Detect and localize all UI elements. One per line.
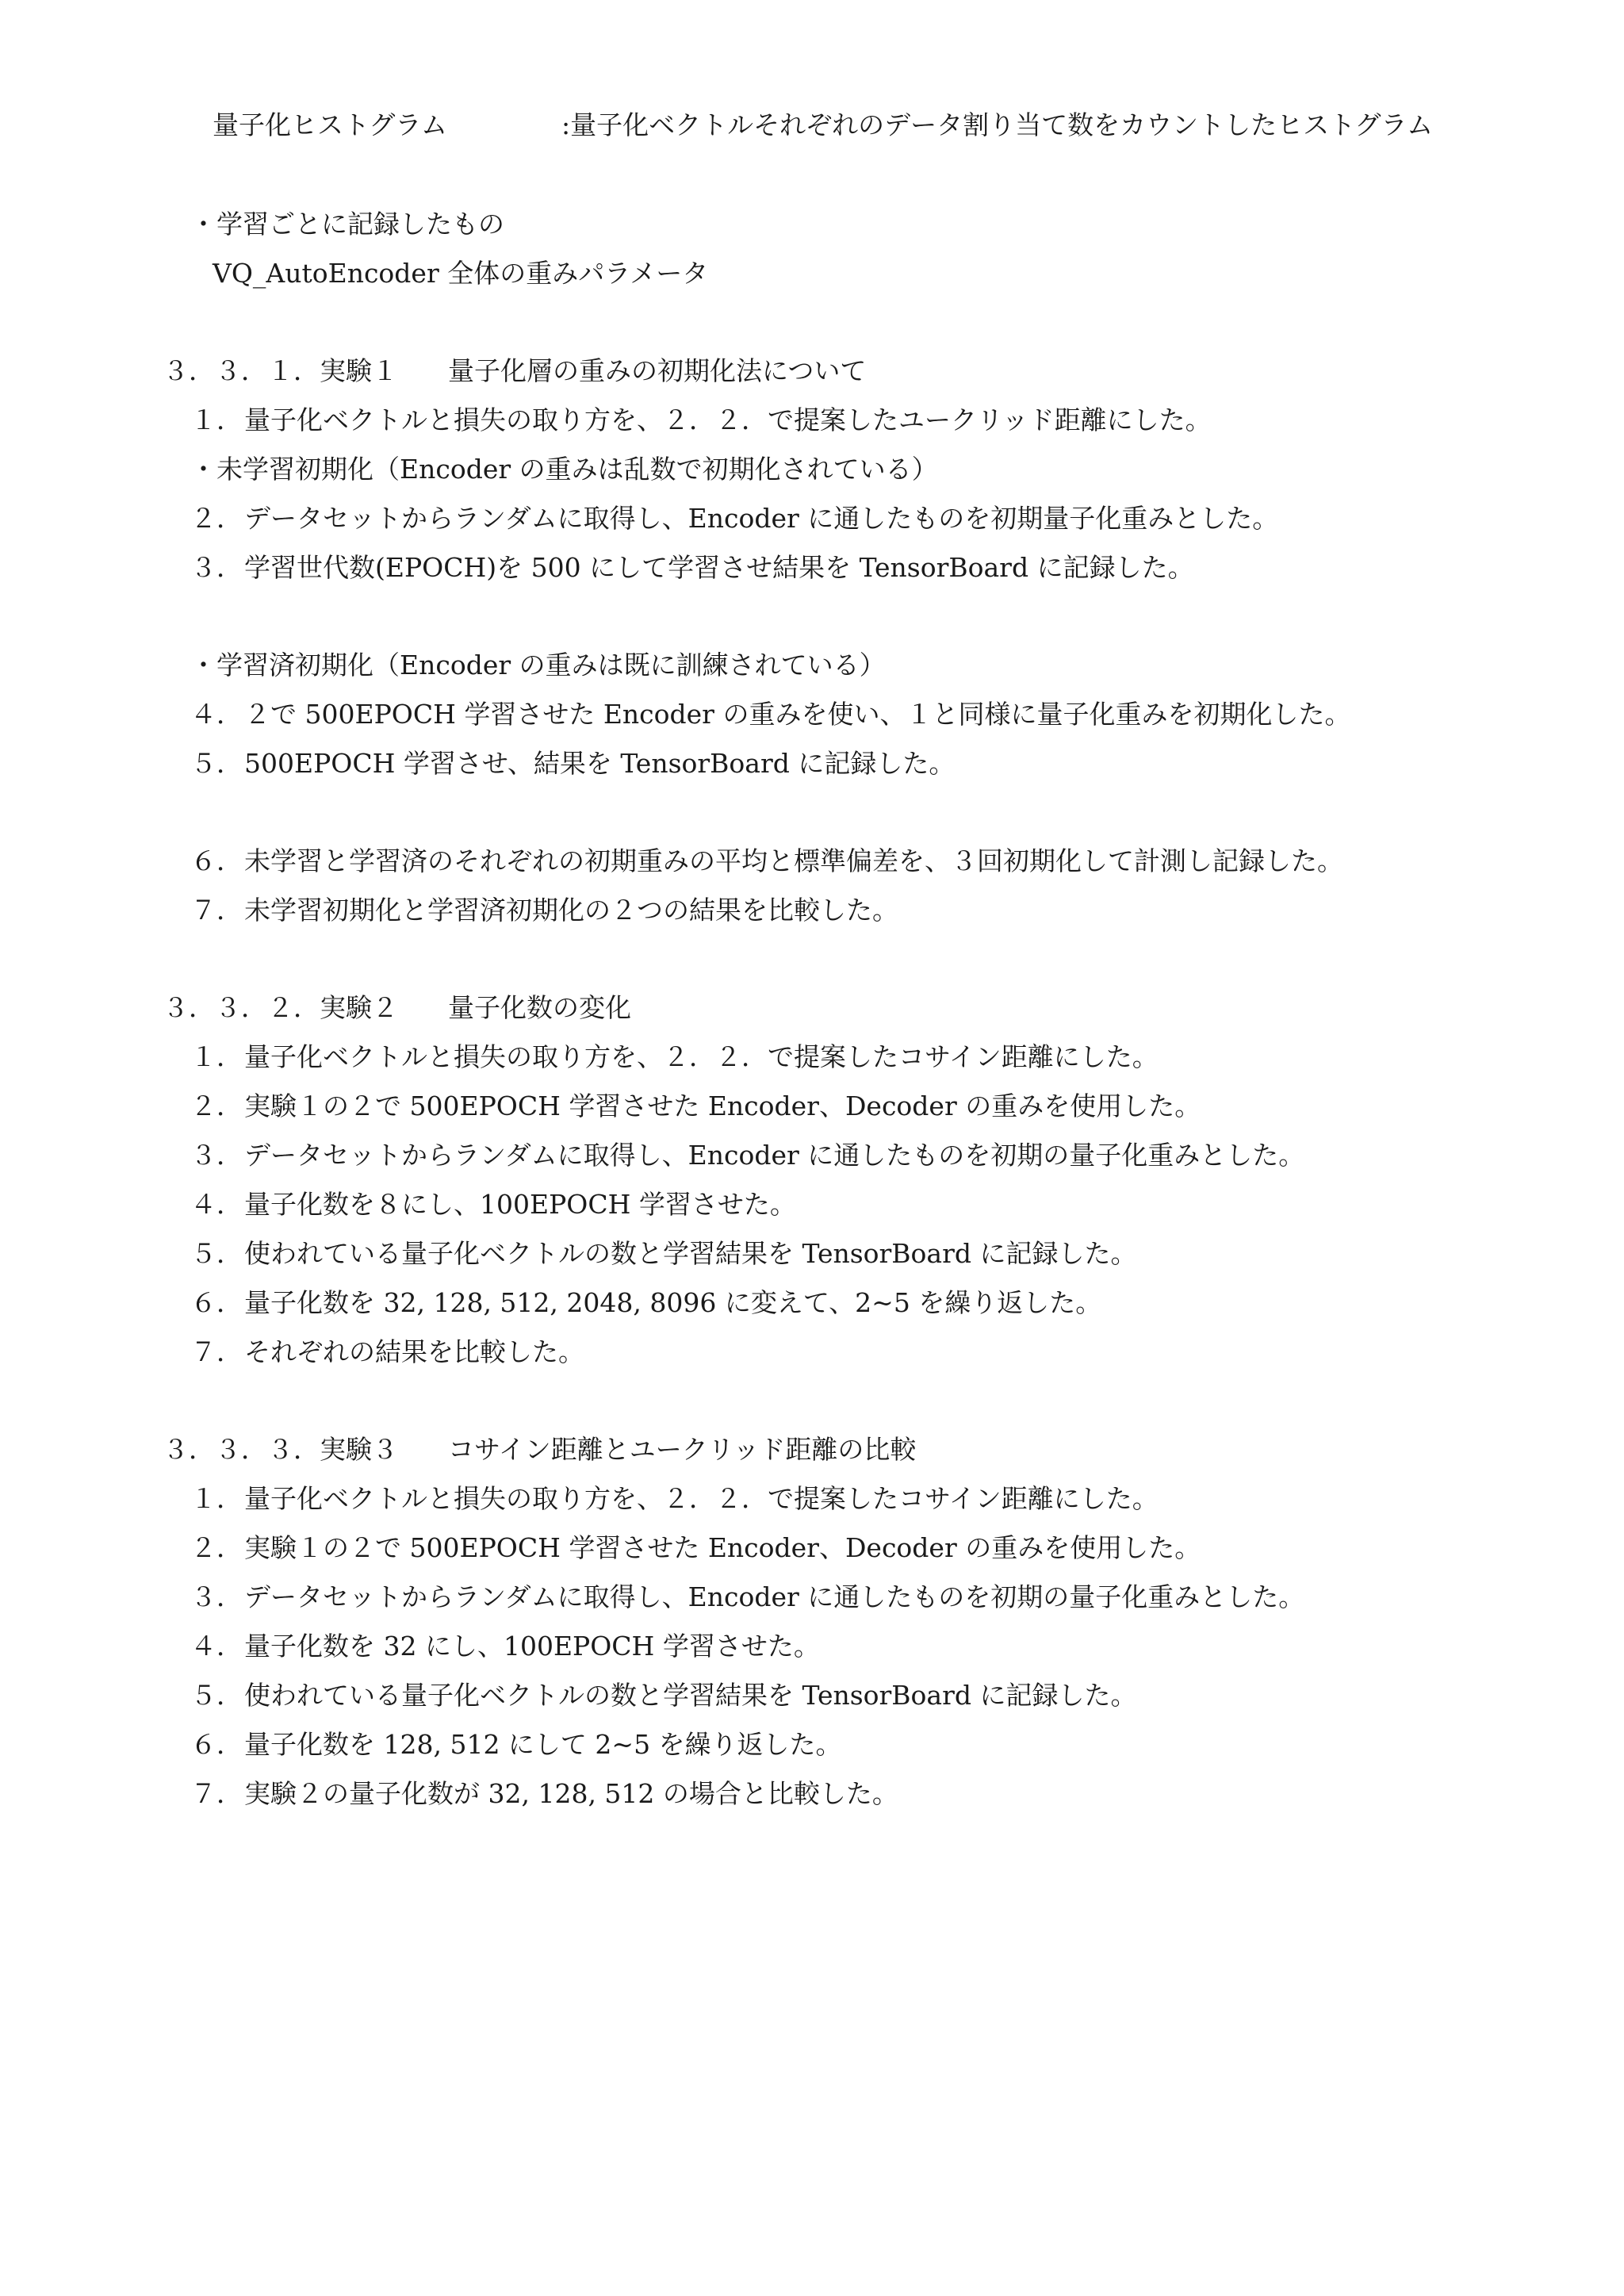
item-number: ４．: [190, 699, 243, 730]
exp3-heading-number: ３．３．３．実験３: [163, 1434, 398, 1465]
exp3-heading: [163, 1434, 916, 1466]
item-number: ７．: [190, 895, 243, 926]
exp3-item-6: [190, 1729, 842, 1761]
exp1-untrained-bullet: ・未学習初期化（Encoder の重みは乱数で初期化されている）: [190, 454, 938, 485]
exp1-heading-number: ３．３．１．実験１: [163, 355, 398, 386]
item-text: 量子化ベクトルと損失の取り方を、２．２．で提案したコサイン距離にした。: [244, 1041, 1159, 1072]
exp1-trained-bullet: ・学習済初期化（Encoder の重みは既に訓練されている）: [190, 650, 886, 680]
exp1-item-2: [190, 503, 1278, 535]
item-text: 量子化ベクトルと損失の取り方を、２．２．で提案したユークリッド距離にした。: [244, 404, 1212, 435]
exp1-heading-title: 量子化層の重みの初期化法について: [448, 355, 867, 386]
item-number: ２．: [190, 1532, 243, 1563]
exp2-item-3: [190, 1140, 1304, 1171]
item-text: 使われている量子化ベクトルの数と学習結果を TensorBoard に記録した。: [244, 1680, 1137, 1711]
item-number: ５．: [190, 1680, 243, 1711]
item-number: ４．: [190, 1189, 243, 1220]
exp2-item-6: [190, 1287, 1101, 1319]
item-text: データセットからランダムに取得し、Encoder に通したものを初期の量子化重みとした。: [244, 1581, 1305, 1612]
item-text: 使われている量子化ベクトルの数と学習結果を TensorBoard に記録した。: [244, 1238, 1137, 1269]
exp1-item-5: [190, 748, 955, 780]
item-text: 未学習と学習済のそれぞれの初期重みの平均と標準偏差を、３回初期化して計測し記録した。: [244, 845, 1343, 876]
exp2-heading: [163, 992, 631, 1024]
item-number: ５．: [190, 748, 243, 779]
exp3-item-3: [190, 1581, 1304, 1613]
item-text: 量子化数を８にし、100EPOCH 学習させた。: [244, 1189, 796, 1220]
exp2-heading-title: 量子化数の変化: [448, 992, 631, 1023]
item-number: １．: [190, 1041, 243, 1072]
item-number: ６．: [190, 1287, 243, 1318]
exp3-item-2: [190, 1532, 1201, 1564]
item-number: ５．: [190, 1238, 243, 1269]
exp3-heading-title: コサイン距離とユークリッド距離の比較: [448, 1434, 917, 1465]
item-number: ６．: [190, 845, 243, 876]
item-text: 500EPOCH 学習させ、結果を TensorBoard に記録した。: [244, 748, 956, 779]
item-number: ３．: [190, 1581, 243, 1612]
item-number: ４．: [190, 1631, 243, 1662]
exp2-item-2: [190, 1091, 1201, 1122]
item-text: 実験２の量子化数が 32, 128, 512 の場合と比較した。: [244, 1778, 898, 1809]
per-training-item: VQ_AutoEncoder 全体の重みパラメータ: [213, 258, 709, 289]
per-training-bullet: ・学習ごとに記録したもの: [190, 209, 504, 240]
item-number: ２．: [190, 1091, 243, 1121]
histogram-description: :量子化ベクトルそれぞれのデータ割り当て数をカウントしたヒストグラム: [561, 109, 1434, 140]
item-text: 量子化数を 128, 512 にして 2~5 を繰り返した。: [244, 1729, 842, 1760]
item-text: 未学習初期化と学習済初期化の２つの結果を比較した。: [244, 895, 898, 926]
exp2-item-5: [190, 1238, 1136, 1270]
item-number: ２．: [190, 503, 243, 534]
item-number: １．: [190, 1483, 243, 1514]
item-text: ２で 500EPOCH 学習させた Encoder の重みを使い、１と同様に量子化重みを初期化した。: [244, 699, 1351, 730]
item-text: データセットからランダムに取得し、Encoder に通したものを初期の量子化重みとした。: [244, 1140, 1305, 1171]
item-text: 実験１の２で 500EPOCH 学習させた Encoder、Decoder の重みを使用した。: [244, 1532, 1201, 1563]
exp1-item-7: [190, 895, 898, 926]
exp2-heading-number: ３．３．２．実験２: [163, 992, 398, 1023]
item-number: ６．: [190, 1729, 243, 1760]
exp3-item-4: [190, 1631, 820, 1662]
item-number: ７．: [190, 1336, 243, 1367]
item-text: データセットからランダムに取得し、Encoder に通したものを初期量子化重みとした。: [244, 503, 1279, 534]
item-text: それぞれの結果を比較した。: [244, 1336, 584, 1367]
item-text: 量子化ベクトルと損失の取り方を、２．２．で提案したコサイン距離にした。: [244, 1483, 1159, 1514]
exp3-item-5: [190, 1680, 1136, 1711]
exp2-item-1: [190, 1041, 1159, 1073]
item-text: 学習世代数(EPOCH)を 500 にして学習させ結果を TensorBoard に記録した。: [244, 552, 1194, 583]
exp2-item-4: [190, 1189, 796, 1221]
histogram-term: 量子化ヒストグラム: [213, 109, 448, 140]
item-number: ３．: [190, 1140, 243, 1171]
item-text: 量子化数を 32, 128, 512, 2048, 8096 に変えて、2~5 を繰り返した。: [244, 1287, 1102, 1318]
exp3-item-1: [190, 1483, 1159, 1515]
exp1-heading: [163, 355, 866, 387]
exp2-item-7: [190, 1336, 584, 1368]
item-text: 量子化数を 32 にし、100EPOCH 学習させた。: [244, 1631, 820, 1662]
item-number: １．: [190, 404, 243, 435]
exp1-item-1: [190, 404, 1212, 436]
exp3-item-7: [190, 1778, 898, 1810]
item-number: ７．: [190, 1778, 243, 1809]
exp1-item-4: [190, 699, 1350, 730]
item-number: ３．: [190, 552, 243, 583]
exp1-item-3: [190, 552, 1194, 584]
item-text: 実験１の２で 500EPOCH 学習させた Encoder、Decoder の重みを使用した。: [244, 1091, 1201, 1121]
exp1-item-6: [190, 845, 1343, 877]
